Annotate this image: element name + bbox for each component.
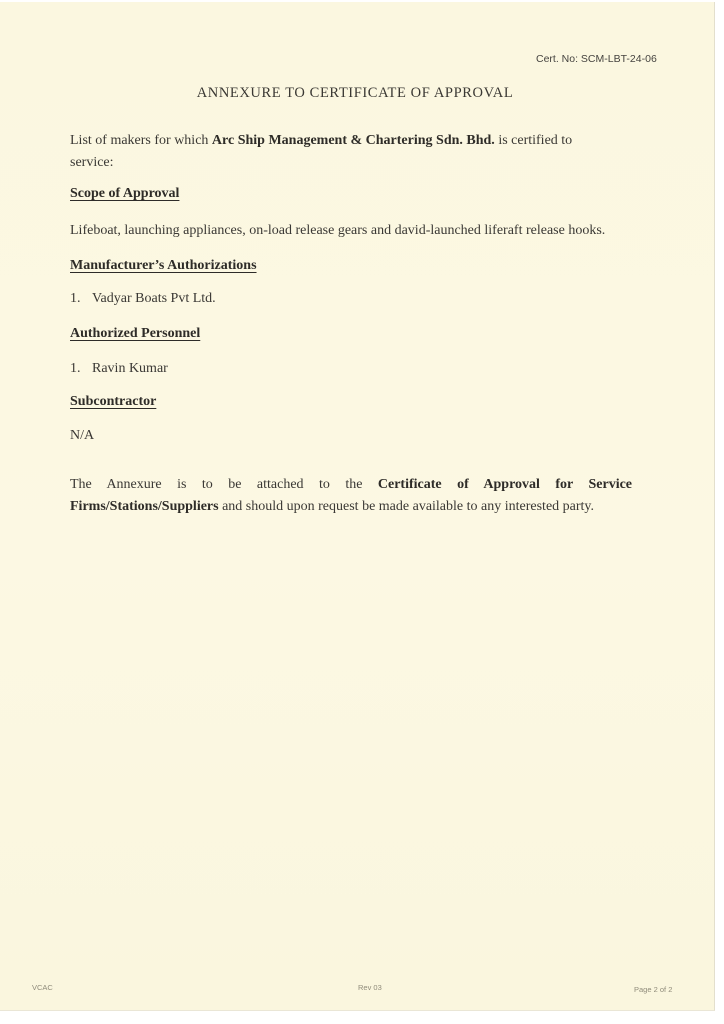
document-title: ANNEXURE TO CERTIFICATE OF APPROVAL	[196, 85, 514, 101]
intro-paragraph	[70, 130, 600, 174]
footer-revision: Rev 03	[358, 983, 382, 992]
subcontractor-value: N/A	[70, 428, 95, 443]
company-name: Arc Ship Management & Chartering Sdn. Bhd.	[211, 133, 495, 148]
section-heading-scope-of-approval: Scope of Approval	[70, 186, 180, 201]
closing-text-post: and should upon request be made available to any interested party.	[218, 499, 595, 514]
intro-text-pre: List of makers for which	[70, 133, 212, 148]
closing-paragraph	[70, 474, 632, 518]
section-heading-subcontractor: Subcontractor	[70, 394, 157, 409]
personnel-name: Ravin Kumar	[92, 361, 168, 376]
scope-of-approval-text: Lifeboat, launching appliances, on-load release gears and david-launched liferaft release hooks.	[70, 223, 606, 238]
paper-sheet	[0, 2, 715, 1011]
personnel-list-item	[70, 358, 635, 380]
intro-text-post: is certified to service:	[70, 133, 573, 170]
manufacturer-list-item	[70, 288, 635, 310]
footer-page-number: Page 2 of 2	[634, 985, 673, 994]
manufacturer-name: Vadyar Boats Pvt Ltd.	[92, 291, 216, 306]
certificate-number: Cert. No: SCM-LBT-24-06	[536, 53, 657, 65]
footer-doc-code: VCAC	[32, 983, 53, 992]
list-item-number: 1.	[70, 291, 81, 306]
closing-text-pre: The Annexure is to be attached to the	[70, 477, 378, 492]
closing-bold-phrase: Certificate of Approval for Service Firms/Stations/Suppliers	[70, 477, 633, 514]
section-heading-authorized-personnel: Authorized Personnel	[70, 326, 201, 341]
section-heading-manufacturers-authorizations: Manufacturer’s Authorizations	[70, 258, 257, 273]
list-item-number: 1.	[70, 361, 81, 376]
